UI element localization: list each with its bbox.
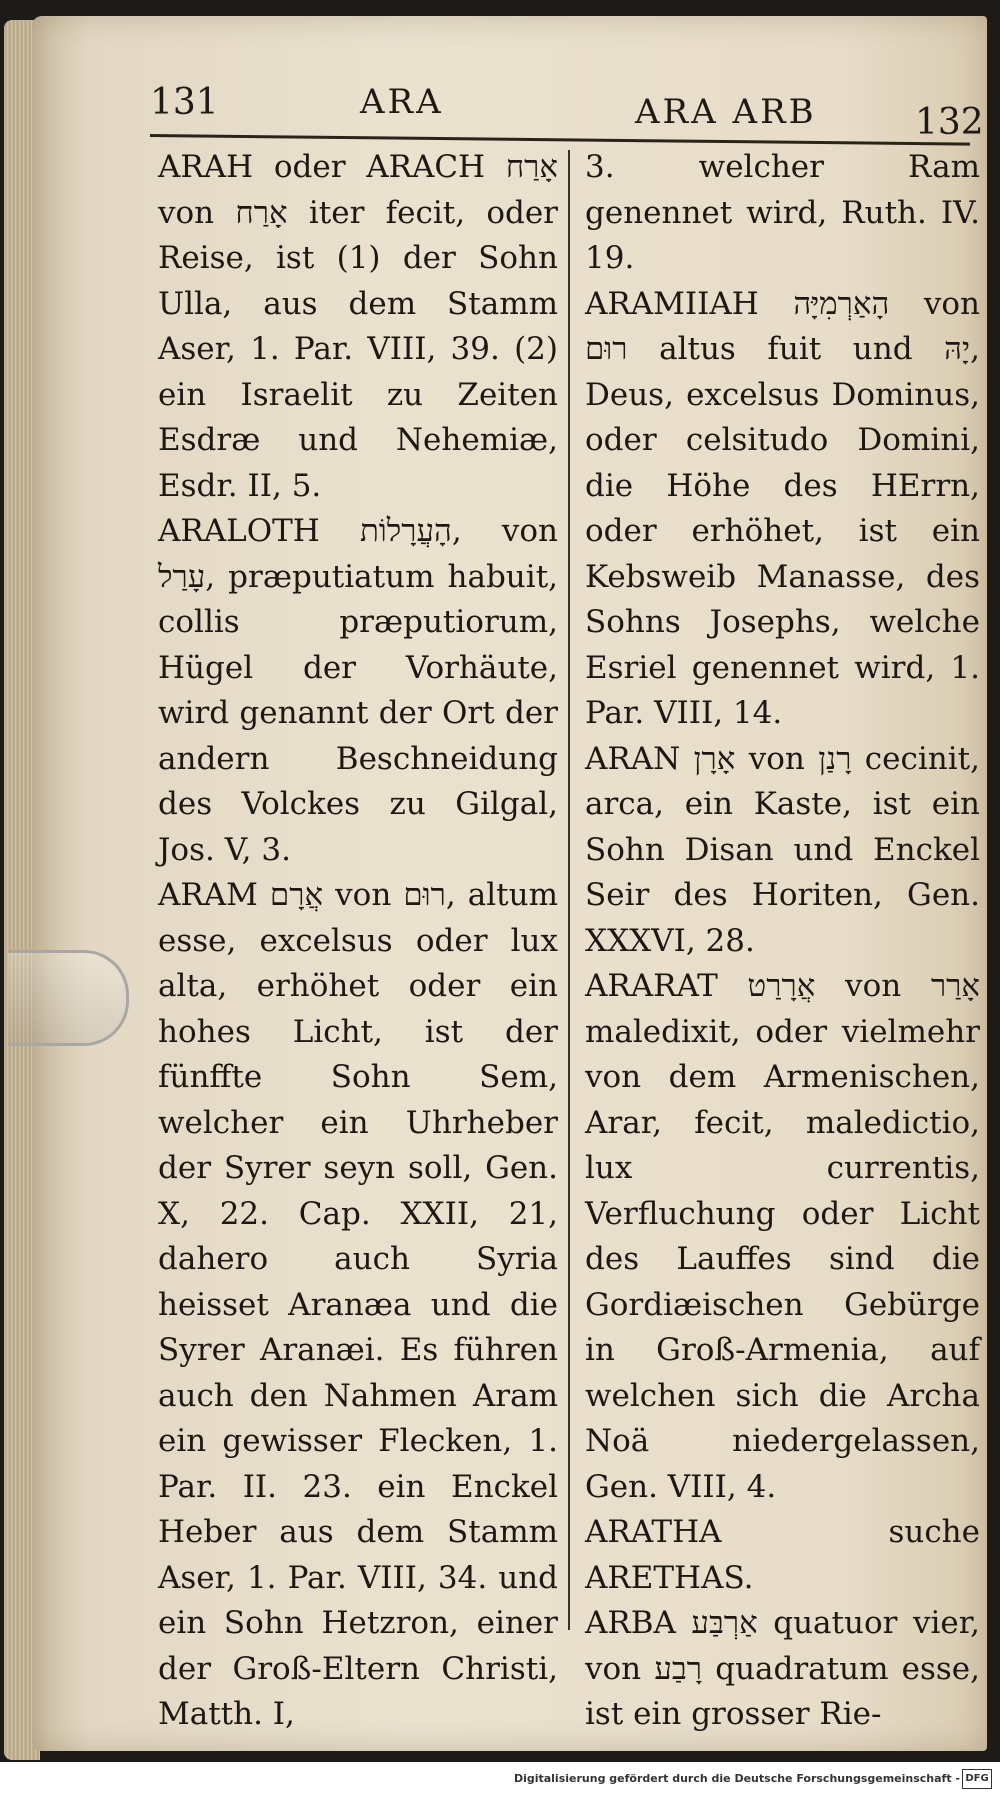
dfg-logo: DFG — [962, 1769, 992, 1789]
entry-araloth: ARALOTH הָעֲרָלוֹת, von עָרַל, præputiatum habuit, collis præputiorum, Hügel der Vorhäute, wird genannt der Ort der andern Beschneidung des Volckes zu Gilgal, Jos. V, 3. — [158, 513, 558, 868]
entry-aram: ARAM אֲרָם von רוּם, altum esse, excelsus oder lux alta, erhöhet oder ein hohes Licht, ist der fünffte Sohn Sem, welcher ein Uhrheber der Syrer seyn soll, Gen. X, 22. Cap. XXII, 21, dahero auch Syria heisset Aranæa und die Syrer Aranæi. Es führen auch den Nahmen Aram ein gewisser Flecken, 1. Par. II. 23. ein Enckel Heber aus dem Stamm Aser, 1. Par. VIII, 34. und ein Sohn Hetzron, einer der Groß-Eltern Christi, Matth. I, — [158, 877, 558, 1732]
right-headword: ARA ARB — [635, 92, 817, 132]
entry-aratha: ARATHA suche ARETHAS. — [585, 1514, 980, 1596]
entry-arba: ARBA אַרְבַּע quatuor vier, von רָבַע quadratum esse, ist ein grosser Rie- — [585, 1605, 981, 1732]
entry-aram-continued: 3. welcher Ram genennet wird, Ruth. IV. 19. — [585, 149, 980, 276]
running-header — [150, 80, 984, 143]
entry-aran: ARAN אָרָן von רָנַן cecinit, arca, ein Kaste, ist ein Sohn Disan und Enckel Seir des Horiten, Gen. XXXVI, 28. — [585, 740, 980, 959]
entry-arah: ARAH oder ARACH אָרַח von אָרַח iter fecit, oder Reise, ist (1) der Sohn Ulla, aus dem Stamm Aser, 1. Par. VIII, 39. (2) ein Israelit zu Zeiten Esdræ und Nehemiæ, Esdr. II, 5. — [158, 149, 558, 504]
entry-ararat: ARARAT אֲרָרַט von אָרַר maledixit, oder vielmehr von dem Armenischen, Arar, fecit, maledictio, lux currentis, Verfluchung oder Licht des Lauffes sind die Gordiæischen Gebürge in Groß-Armenia, auf welchen sich die Archa Noä niedergelassen, Gen. VIII, 4. — [585, 968, 980, 1505]
entry-aramiiah: ARAMIIAH הָאַרְמִיָּה von רוּם altus fuit und יָהּ, Deus, excelsus Dominus, oder celsitudo Domini, die Höhe des HErrn, oder erhöhet, ist ein Kebsweib Manasse, des Sohns Josephs, welche Esriel genennet wird, 1. Par. VIII, 14. — [585, 285, 980, 731]
right-page-number: 132 — [915, 102, 984, 143]
left-headword: ARA — [360, 82, 444, 122]
left-column — [158, 145, 558, 1738]
column-divider — [568, 150, 570, 1630]
digitization-credit: Digitalisierung gefördert durch die Deutsche Forschungsgemeinschaft - — [513, 1772, 960, 1785]
page-clip — [8, 950, 129, 1046]
right-column — [585, 145, 980, 1738]
left-page-number: 131 — [150, 82, 219, 123]
